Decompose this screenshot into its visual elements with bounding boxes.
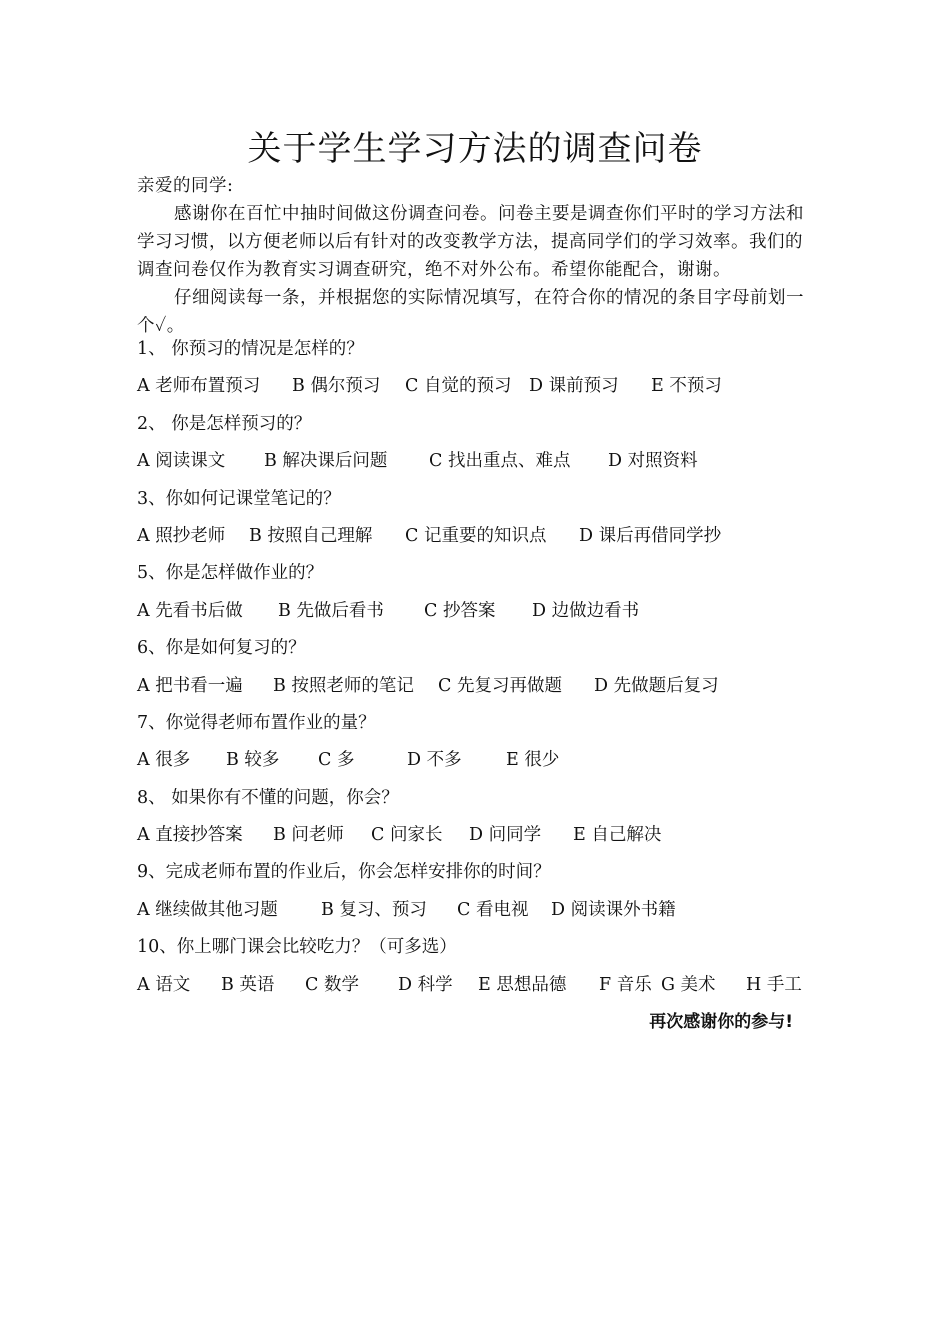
option-9b[interactable]: B 复习、预习 [321, 899, 427, 920]
option-7b[interactable]: B 较多 [226, 750, 280, 771]
option-3a[interactable]: A 照抄老师 [137, 525, 226, 546]
question-9-text: 9、完成老师布置的作业后，你会怎样安排你的时间？ [137, 862, 551, 883]
option-10d[interactable]: D 科学 [398, 974, 453, 995]
option-9c[interactable]: C 看电视 [457, 899, 529, 920]
option-7c[interactable]: C 多 [318, 750, 355, 771]
option-5b[interactable]: B 先做后看书 [278, 600, 384, 621]
question-1-options [137, 368, 837, 405]
option-10g[interactable]: G 美术 [661, 974, 716, 995]
question-5-options [137, 593, 837, 630]
question-3-text: 3、你如何记课堂笔记的？ [137, 488, 341, 509]
question-2-text: 2、 你是怎样预习的？ [137, 413, 312, 434]
option-5d[interactable]: D 边做边看书 [532, 600, 640, 621]
option-6a[interactable]: A 把书看一遍 [137, 675, 243, 696]
instruction-paragraph: 仔细阅读每一条，并根据您的实际情况填写，在符合你的情况的条目字母前划一个✓。 [137, 288, 804, 336]
question-5-text: 5、你是怎样做作业的？ [137, 563, 324, 584]
option-10c[interactable]: C 数学 [305, 974, 359, 995]
page-title: 关于学生学习方法的调查问卷 [247, 129, 703, 169]
question-2-options [137, 443, 837, 480]
option-10h[interactable]: H 手工 [746, 974, 802, 995]
question-9-options [137, 892, 837, 929]
question-list [137, 331, 837, 1004]
option-6d[interactable]: D 先做题后复习 [594, 675, 719, 696]
option-8e[interactable]: E 自己解决 [573, 825, 662, 846]
option-1d[interactable]: D 课前预习 [529, 376, 619, 397]
option-7a[interactable]: A 很多 [137, 750, 191, 771]
option-9d[interactable]: D 阅读课外书籍 [551, 899, 676, 920]
option-3d[interactable]: D 课后再借同学抄 [579, 525, 722, 546]
option-8c[interactable]: C 问家长 [371, 825, 443, 846]
option-9a[interactable]: A 继续做其他习题 [137, 899, 278, 920]
option-10e[interactable]: E 思想品德 [478, 974, 567, 995]
closing-thanks: 再次感谢你的参与! [649, 1012, 793, 1032]
question-8-text: 8、 如果你有不懂的问题，你会？ [137, 787, 399, 808]
intro-section [137, 172, 817, 340]
question-6-options [137, 668, 837, 705]
option-8a[interactable]: A 直接抄答案 [137, 825, 243, 846]
option-1c[interactable]: C 自觉的预习 [405, 376, 512, 397]
option-6b[interactable]: B 按照老师的笔记 [273, 675, 414, 696]
option-7e[interactable]: E 很少 [506, 750, 560, 771]
intro-paragraph: 感谢你在百忙中抽时间做这份调查问卷。问卷主要是调查你们平时的学习方法和学习习惯，以方便老师以后有针对的改变教学方法，提高同学们的学习效率。我们的调查问卷仅作为教育实习调查研究，绝不对外公布。希望你能配合，谢谢。 [137, 204, 804, 280]
option-10a[interactable]: A 语文 [137, 974, 191, 995]
question-3-options [137, 518, 837, 555]
question-10-text: 10、你上哪门课会比较吃力？（可多选） [137, 937, 457, 958]
option-3c[interactable]: C 记重要的知识点 [405, 525, 547, 546]
option-8b[interactable]: B 问老师 [273, 825, 344, 846]
question-8-options [137, 817, 837, 854]
option-1e[interactable]: E 不预习 [651, 376, 722, 397]
question-7-text: 7、你觉得老师布置作业的量？ [137, 712, 376, 733]
option-1b[interactable]: B 偶尔预习 [292, 376, 381, 397]
option-3b[interactable]: B 按照自己理解 [249, 525, 373, 546]
option-8d[interactable]: D 问同学 [469, 825, 542, 846]
option-2c[interactable]: C 找出重点、难点 [429, 451, 571, 472]
question-7-options [137, 742, 837, 779]
question-6-text: 6、你是如何复习的？ [137, 638, 306, 659]
greeting: 亲爱的同学: [137, 176, 234, 196]
option-5a[interactable]: A 先看书后做 [137, 600, 243, 621]
option-10b[interactable]: B 英语 [221, 974, 275, 995]
option-2d[interactable]: D 对照资料 [608, 451, 698, 472]
question-1-text: 1、 你预习的情况是怎样的？ [137, 339, 364, 359]
option-6c[interactable]: C 先复习再做题 [438, 675, 562, 696]
option-1a[interactable]: A 老师布置预习 [137, 376, 261, 397]
question-10-options [137, 967, 837, 1004]
option-10f[interactable]: F 音乐 [599, 974, 652, 995]
option-2b[interactable]: B 解决课后问题 [264, 451, 388, 472]
option-2a[interactable]: A 阅读课文 [137, 451, 226, 472]
option-7d[interactable]: D 不多 [407, 750, 462, 771]
option-5c[interactable]: C 抄答案 [424, 600, 496, 621]
